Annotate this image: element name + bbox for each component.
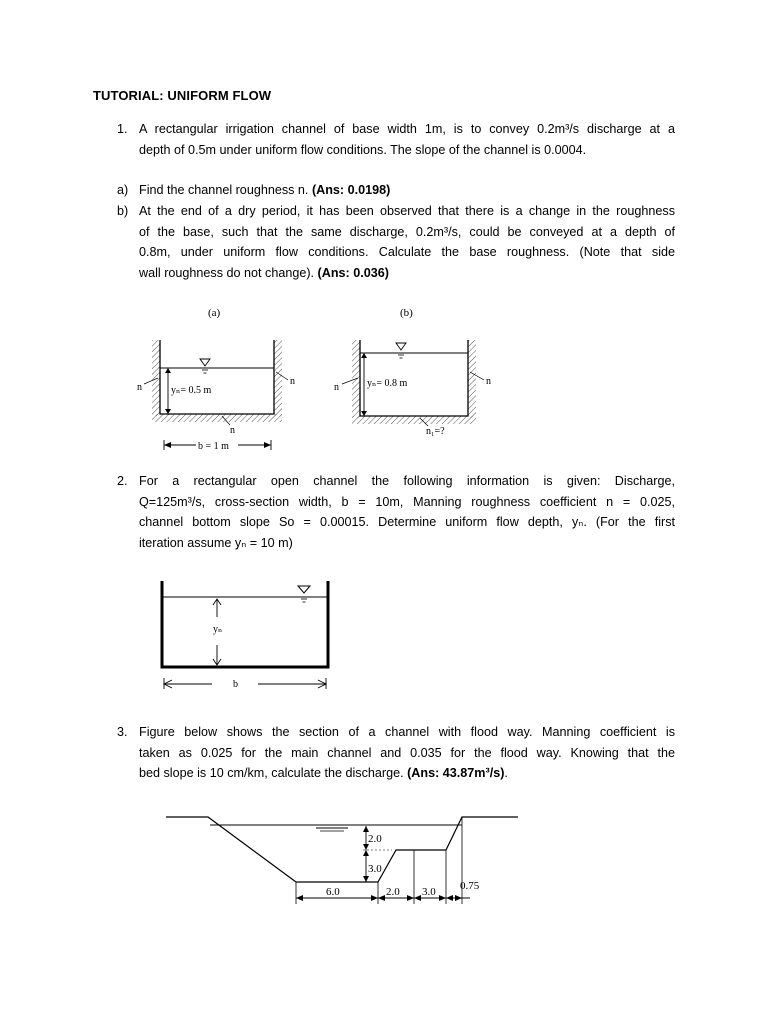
q1b-label: b) (117, 204, 129, 218)
depth-b: yₙ= 0.8 m (367, 378, 408, 389)
q1b-line1: At the end of a dry period, it has been observed that there is a change in the roughness (139, 204, 675, 218)
q1a-label: a) (117, 183, 129, 197)
width-slope-label: 2.0 (386, 886, 400, 898)
q1b-text (139, 201, 675, 283)
channel-a (137, 340, 295, 452)
depth-upper-label: 2.0 (368, 833, 382, 845)
n-left-a: n (137, 382, 142, 393)
channel-b (334, 340, 491, 437)
q1-number: 1. (117, 122, 128, 136)
q2-depth-label: yₙ (213, 624, 223, 635)
q1a-text (139, 180, 390, 201)
depth-lower-label: 3.0 (368, 863, 382, 875)
width-main-label: 6.0 (326, 886, 340, 898)
q1-text (139, 119, 675, 160)
q3-line3-text: bed slope is 10 cm/km, calculate the discharge. (139, 766, 408, 780)
figure-q3-floodway (160, 808, 525, 913)
n-left-b: n (334, 382, 339, 393)
water-surface-icon (298, 586, 310, 593)
q3-text (139, 722, 675, 784)
page-title: TUTORIAL: UNIFORM FLOW (93, 88, 272, 103)
width-bank-label: 0.75 (460, 880, 480, 892)
q2-line2: Q=125m³/s, cross-section width, b = 10m, Manning roughness coefficient n = 0.025, (139, 494, 675, 509)
q1-line2: depth of 0.5m under uniform flow conditions. The slope of the channel is 0.0004. (139, 142, 587, 157)
q3-line2: taken as 0.025 for the main channel and 0.035 for the flood way. Knowing that the (139, 745, 675, 760)
q3-line3-tail: . (504, 766, 508, 780)
q1a-answer: (Ans: 0.0198) (311, 183, 391, 197)
q1b-answer: (Ans: 0.036) (317, 265, 389, 280)
q1b-line3: 0.8m, under uniform flow conditions. Calculate the base roughness. (Note that side (139, 245, 675, 259)
q3-number: 3. (117, 725, 128, 739)
fig-a-label: (a) (208, 307, 221, 319)
q1-line1: A rectangular irrigation channel of base width 1m, is to convey 0.2m³/s discharge at a (139, 122, 675, 136)
width-a: b = 1 m (198, 441, 229, 452)
figure-q2-channel (150, 575, 340, 700)
q1a-question: Find the channel roughness n. (139, 183, 312, 197)
q1b-line2: of the base, such that the same discharge, 0.2m³/s, could be conveyed at a depth of (139, 224, 675, 239)
q2-line3: channel bottom slope So = 0.00015. Determine uniform flow depth, yₙ. (For the first (139, 515, 675, 529)
n1-label: n₁=? (426, 426, 445, 437)
q2-text (139, 471, 675, 553)
q3-answer: (Ans: 43.87m³/s) (407, 766, 505, 780)
q2-line4: iteration assume yₙ = 10 m) (139, 535, 293, 550)
n-bottom-a: n (230, 425, 235, 436)
figure-q1-channels (130, 300, 510, 460)
q3-line3 (139, 763, 675, 784)
water-surface-icon (200, 359, 210, 366)
q1b-line4-text: wall roughness do not change). (139, 265, 318, 280)
q2-line1: For a rectangular open channel the following information is given: Discharge, (139, 474, 675, 488)
water-surface-icon (396, 343, 406, 350)
q3-line1: Figure below shows the section of a channel with flood way. Manning coefficient is (139, 725, 675, 739)
depth-a: yₙ= 0.5 m (171, 385, 212, 396)
q1b-line4 (139, 263, 675, 284)
q2-number: 2. (117, 474, 128, 488)
n-right-a: n (290, 376, 295, 387)
q2-width-label: b (233, 679, 238, 690)
width-floodway-label: 3.0 (422, 886, 436, 898)
n-right-b: n (486, 376, 491, 387)
fig-b-label: (b) (400, 307, 413, 319)
